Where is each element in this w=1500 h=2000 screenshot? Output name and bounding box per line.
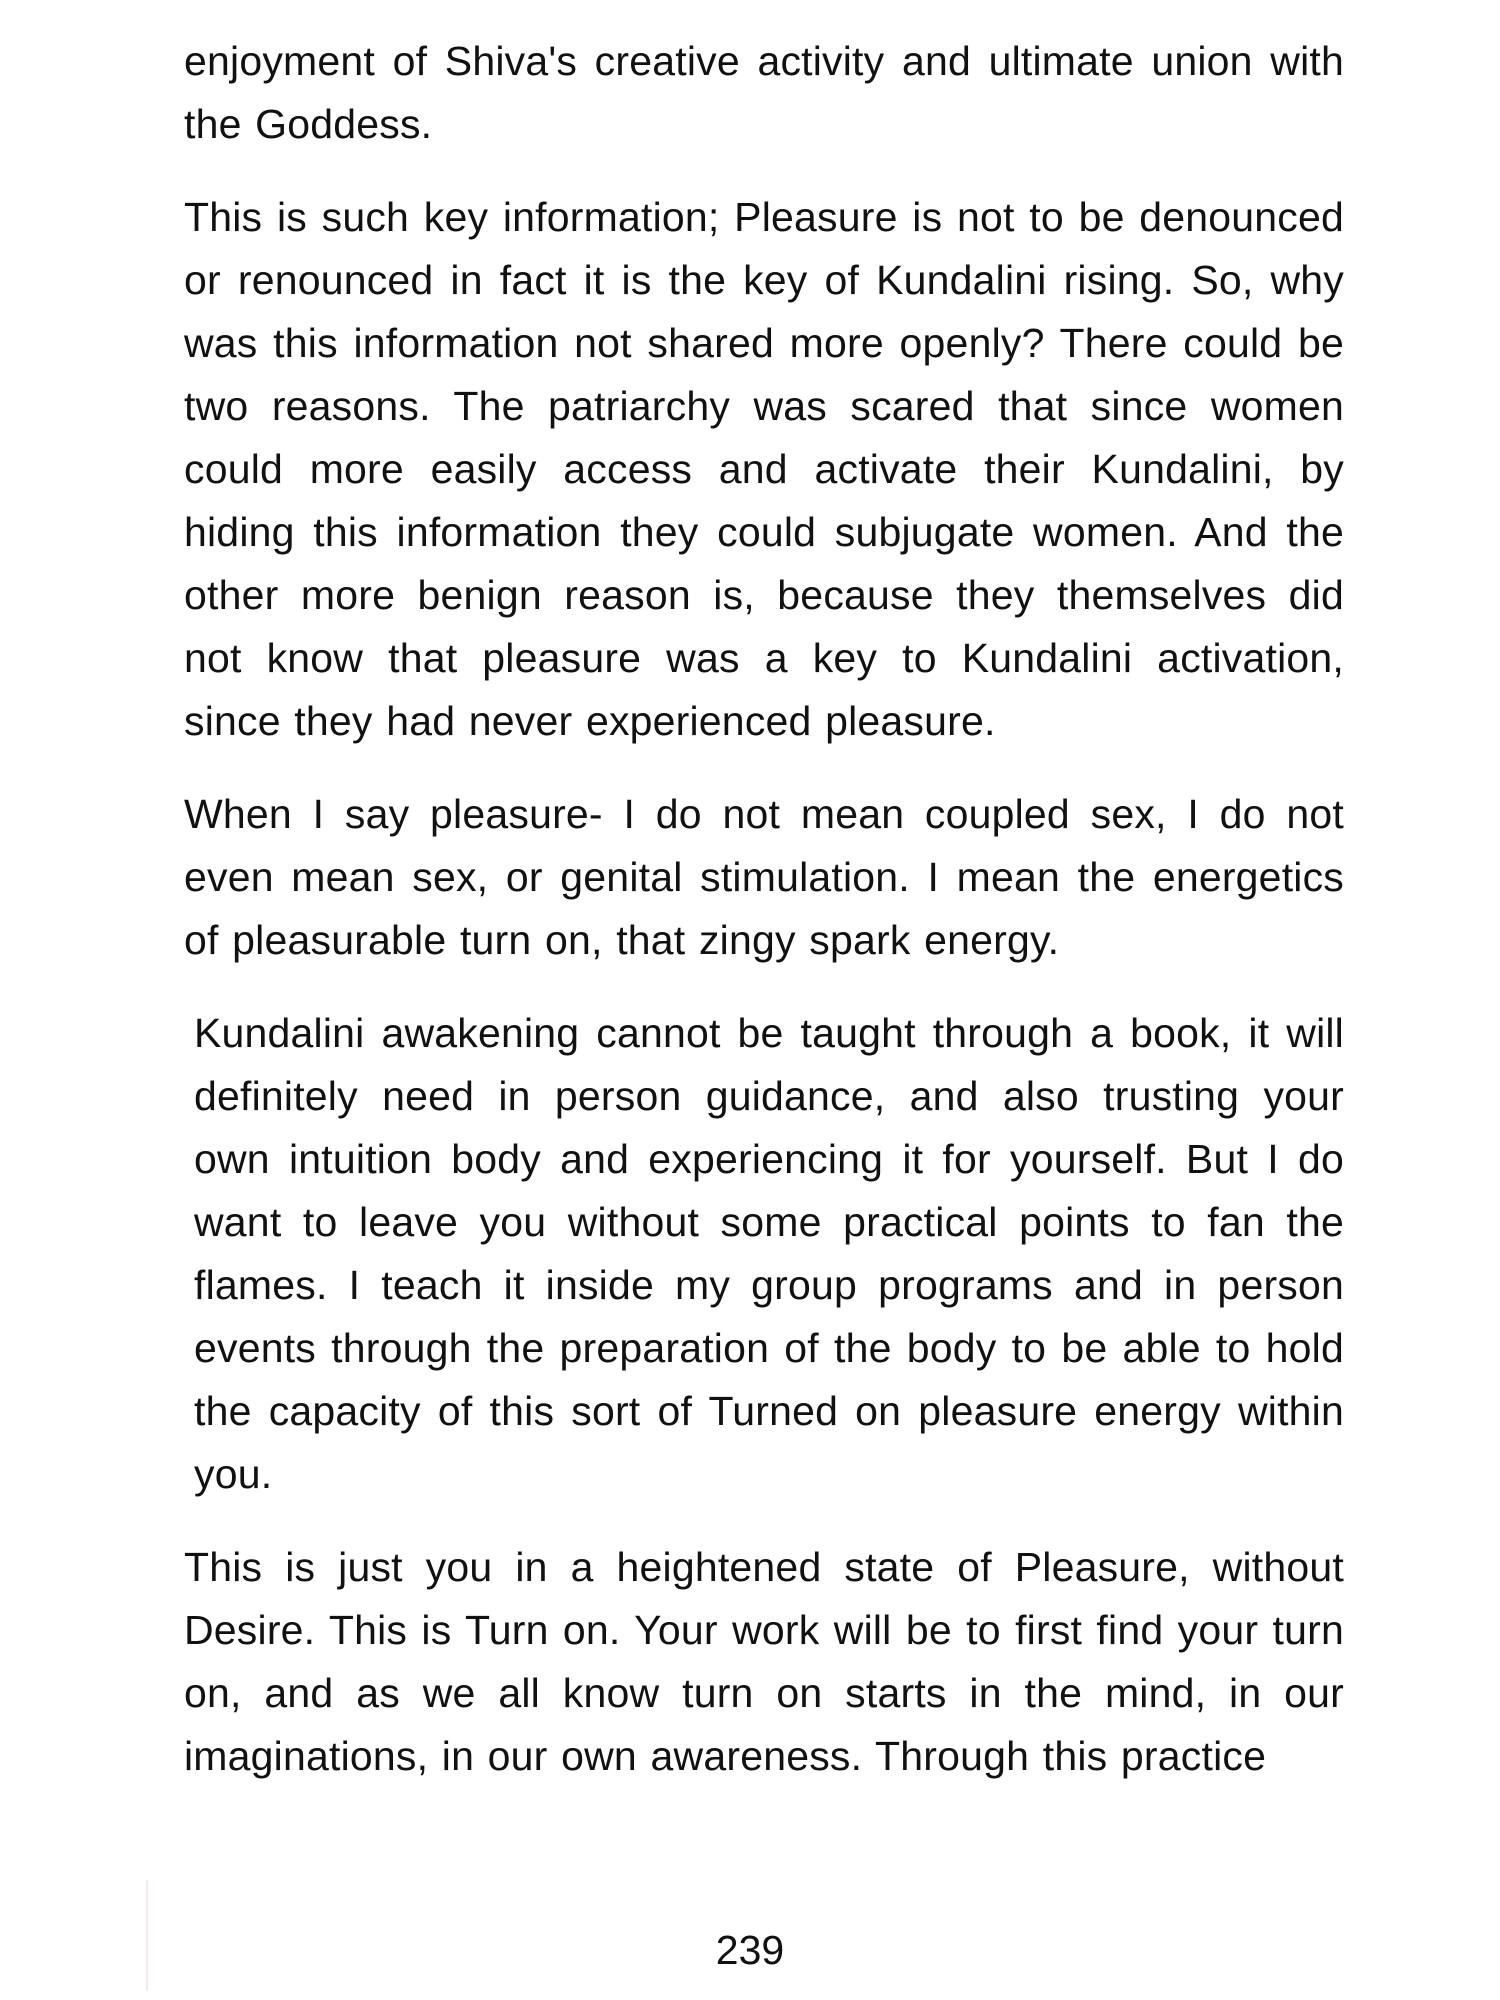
page-number: 239: [715, 1927, 785, 1973]
paragraph-3: When I say pleasure- I do not mean coupled sex, I do not even mean sex, or genital stimulation. I mean the energetics of pleasurable turn on, that zingy spark energy.: [184, 791, 1344, 963]
paragraph-5: This is just you in a heightened state of Pleasure, without Desire. This is Turn on. Your work will be to first find your turn on, and as we all know turn on starts in the mind, in our imaginations, in our own awareness. Through this practice: [184, 1544, 1344, 1779]
body-text: [184, 30, 1344, 1818]
paragraph-2: This is such key information; Pleasure is not to be denounced or renounced in fact it is the key of Kundalini rising. So, why was this information not shared more openly? There could be two reasons. The patriarchy was scared that since women could more easily access and activate their Kundalini, by hiding this information they could subjugate women. And the other more benign reason is, because they themselves did not know that pleasure was a key to Kundalini activation, since they had never experienced pleasure.: [184, 194, 1344, 744]
paragraph-1: enjoyment of Shiva's creative activity and ultimate union with the Goddess.: [184, 38, 1344, 147]
paragraph-4: Kundalini awakening cannot be taught through a book, it will definitely need in person guidance, and also trusting your own intuition body and experiencing it for yourself. But I do want to leave you without some practical points to fan the flames. I teach it inside my group programs and in person events through the preparation of the body to be able to hold the capacity of this sort of Turned on pleasure energy within you.: [194, 1010, 1344, 1497]
